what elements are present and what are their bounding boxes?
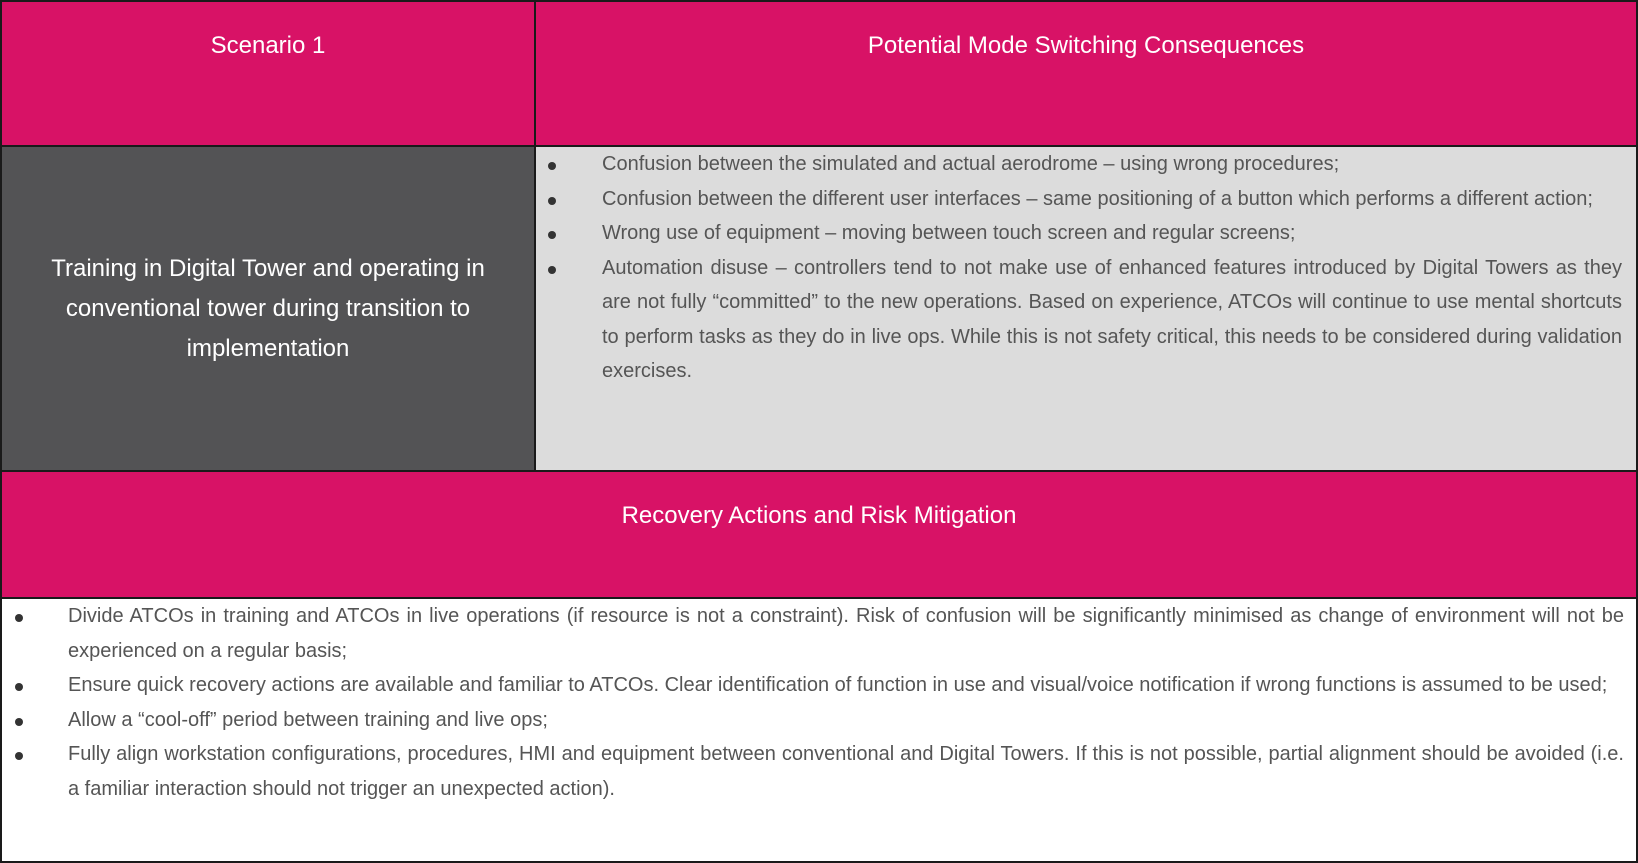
consequence-text: Confusion between the simulated and actual aerodrome – using wrong procedures; — [602, 153, 1340, 175]
recovery-text: Allow a “cool-off” period between training and live ops; — [68, 708, 548, 731]
recovery-header-cell — [0, 470, 1638, 599]
list-item — [536, 216, 1622, 251]
scenario-description-cell — [0, 145, 536, 472]
recovery-text: Divide ATCOs in training and ATCOs in live operations (if resource is not a constraint). Risk of confusion will be significantly minimised as change of environment will not be experienced on a regular basis; — [68, 605, 1624, 662]
scenario-header-label: Scenario 1 — [210, 32, 326, 59]
recovery-cell — [0, 597, 1638, 863]
bullet-icon — [548, 231, 556, 239]
consequences-cell — [534, 145, 1638, 472]
bullet-icon — [15, 752, 23, 760]
bullet-icon — [548, 197, 556, 205]
consequence-text: Automation disuse – controllers tend to not make use of enhanced features introduced by Digital Towers as they are not fully “committed” to the new operations. Based on experience, ATCOs will continue to use mental shortcuts to perform tasks as they do in live ops. While this is not safety critical, this needs to be considered during validation exercises. — [602, 256, 1622, 382]
list-item — [536, 251, 1622, 389]
consequences-header-cell — [534, 0, 1638, 147]
list-item — [2, 599, 1624, 668]
bullet-icon — [15, 683, 23, 691]
list-item — [2, 737, 1624, 806]
bullet-icon — [548, 266, 556, 274]
scenario-description: Training in Digital Tower and operating in conventional tower during transition to implementation — [51, 254, 485, 362]
recovery-header-label: Recovery Actions and Risk Mitigation — [621, 502, 1017, 529]
bullet-icon — [15, 718, 23, 726]
scenario-header-cell — [0, 0, 536, 147]
list-item — [2, 668, 1624, 703]
list-item — [536, 182, 1622, 217]
consequence-text: Confusion between the different user interfaces – same positioning of a button which performs a different action; — [602, 187, 1593, 210]
consequence-text: Wrong use of equipment – moving between touch screen and regular screens; — [602, 222, 1296, 244]
consequences-header-label: Potential Mode Switching Consequences — [867, 32, 1305, 59]
list-item — [536, 147, 1622, 182]
recovery-list — [2, 599, 1624, 806]
consequences-list — [536, 147, 1622, 389]
recovery-text: Fully align workstation configurations, procedures, HMI and equipment between conventional and Digital Towers. If this is not possible, partial alignment should be avoided (i.e. a familiar interaction should not trigger an unexpected action). — [68, 743, 1624, 800]
bullet-icon — [15, 614, 23, 622]
bullet-icon — [548, 162, 556, 170]
list-item — [2, 703, 1624, 738]
recovery-text: Ensure quick recovery actions are available and familiar to ATCOs. Clear identification of function in use and visual/voice notification if wrong functions is assumed to be used; — [68, 674, 1608, 696]
